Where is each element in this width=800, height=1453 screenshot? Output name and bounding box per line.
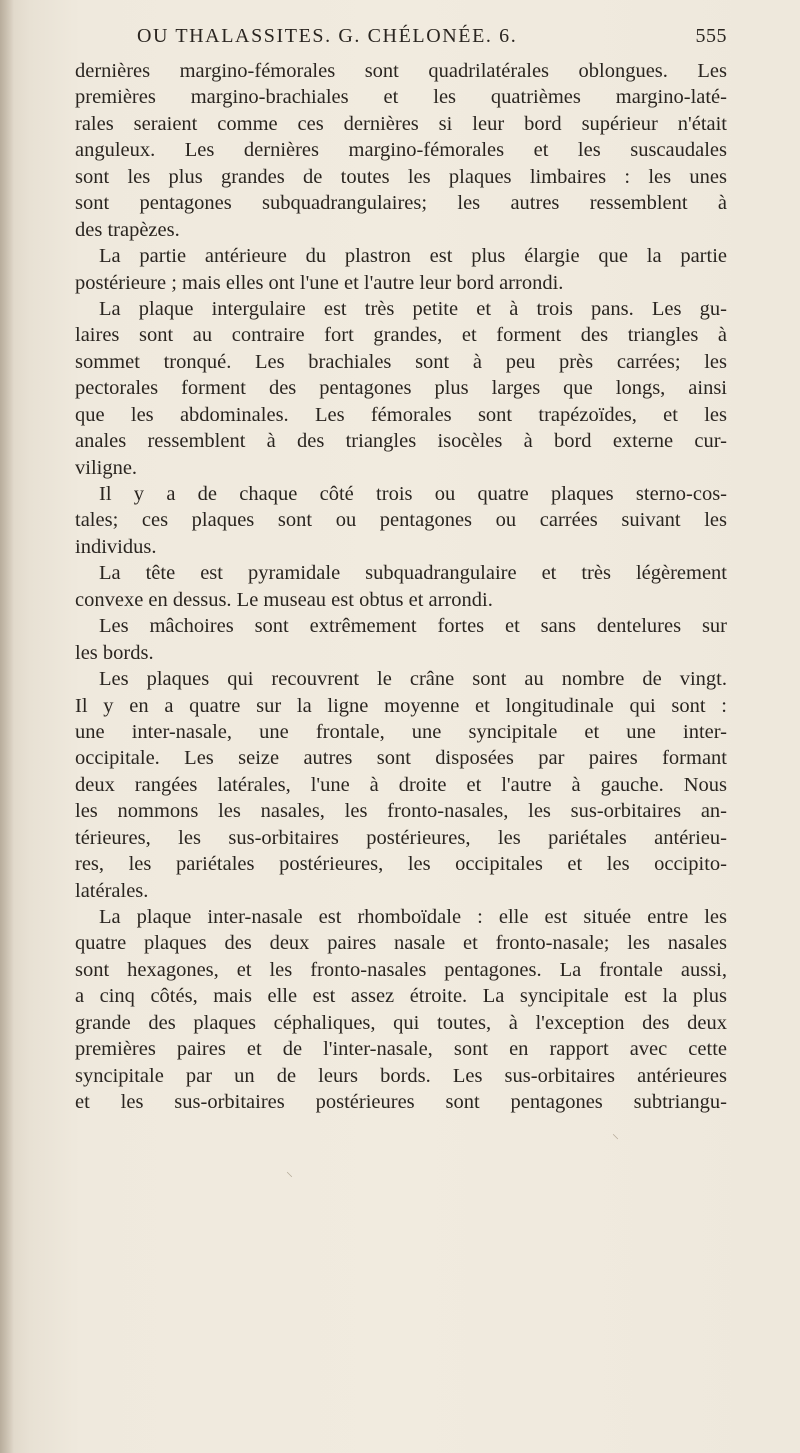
page-header <box>75 25 727 55</box>
text-line: tales; ces plaques sont ou pentagones ou carrées suivant les <box>75 509 727 532</box>
text-line: grande des plaques céphaliques, qui toutes, à l'exception des deux <box>75 1011 727 1034</box>
text-line: rales seraient comme ces dernières si leur bord supérieur n'était <box>75 112 727 135</box>
text-line: sont pentagones subquadrangulaires; les autres ressemblent à <box>75 192 727 215</box>
text-line: Il y en a quatre sur la ligne moyenne et longitudinale qui sont : <box>75 694 727 717</box>
text-line: des trapèzes. <box>75 218 180 241</box>
text-line: res, les pariétales postérieures, les occipitales et les occipito- <box>75 853 727 876</box>
text-line: les bords. <box>75 641 154 664</box>
text-line: sommet tronqué. Les brachiales sont à peu près carrées; les <box>75 350 727 373</box>
text-line: deux rangées latérales, l'une à droite et l'autre à gauche. Nous <box>75 773 727 796</box>
text-line: et les sus-orbitaires postérieures sont pentagones subtriangu- <box>75 1091 727 1114</box>
text-line: postérieure ; mais elles ont l'une et l'autre leur bord arrondi. <box>75 271 564 294</box>
text-line: La tête est pyramidale subquadrangulaire et très légèrement <box>99 562 727 585</box>
text-line: dernières margino-fémorales sont quadrilatérales oblongues. Les <box>75 60 727 82</box>
text-line: latérales. <box>75 879 149 902</box>
text-line: a cinq côtés, mais elle est assez étroite. La syncipitale est la plus <box>75 985 727 1008</box>
text-line: Il y a de chaque côté trois ou quatre plaques sterno-cos- <box>99 483 727 505</box>
text-line: convexe en dessus. Le museau est obtus et arrondi. <box>75 588 493 611</box>
text-line: sont les plus grandes de toutes les plaques limbaires : les unes <box>75 165 727 188</box>
text-line: anguleux. Les dernières margino-fémorales et les suscaudales <box>75 139 727 162</box>
text-line: syncipitale par un de leurs bords. Les sus-orbitaires antérieures <box>75 1064 727 1087</box>
text-line: occipitale. Les seize autres sont disposées par paires formant <box>75 747 727 770</box>
text-line: premières paires et de l'inter-nasale, sont en rapport avec cette <box>75 1038 727 1061</box>
text-line: anales ressemblent à des triangles isocèles à bord externe cur- <box>75 430 727 453</box>
text-line: premières margino-brachiales et les quatrièmes margino-laté- <box>75 86 727 109</box>
text-line: La plaque intergulaire est très petite et à trois pans. Les gu- <box>99 297 727 320</box>
body-text <box>75 58 727 1116</box>
text-line: térieures, les sus-orbitaires postérieures, les pariétales antérieu- <box>75 826 727 849</box>
text-line: La partie antérieure du plastron est plus élargie que la partie <box>99 245 727 268</box>
text-line: pectorales forment des pentagones plus larges que longs, ainsi <box>75 377 727 400</box>
text-line: quatre plaques des deux paires nasale et fronto-nasale; les nasales <box>75 932 727 955</box>
text-line: La plaque inter-nasale est rhomboïdale : elle est située entre les <box>99 906 727 928</box>
print-speck: ⸌ <box>612 1133 619 1148</box>
text-line: viligne. <box>75 456 138 479</box>
print-speck: ⸜ <box>286 1165 293 1180</box>
text-line: laires sont au contraire fort grandes, et forment des triangles à <box>75 324 727 347</box>
text-line: les nommons les nasales, les fronto-nasales, les sus-orbitaires an- <box>75 800 727 823</box>
text-line: individus. <box>75 535 157 558</box>
text-line: une inter-nasale, une frontale, une syncipitale et une inter- <box>75 720 727 743</box>
text-line: sont hexagones, et les fronto-nasales pentagones. La frontale aussi, <box>75 958 727 981</box>
running-head: OU THALASSITES. G. CHÉLONÉE. 6. <box>137 25 518 47</box>
text-line: Les mâchoires sont extrêmement fortes et sans dentelures sur <box>99 615 727 638</box>
text-line: que les abdominales. Les fémorales sont trapézoïdes, et les <box>75 403 727 426</box>
text-line: Les plaques qui recouvrent le crâne sont au nombre de vingt. <box>99 668 727 691</box>
page-gutter-shadow <box>0 0 14 1453</box>
page-number: 555 <box>695 25 727 47</box>
